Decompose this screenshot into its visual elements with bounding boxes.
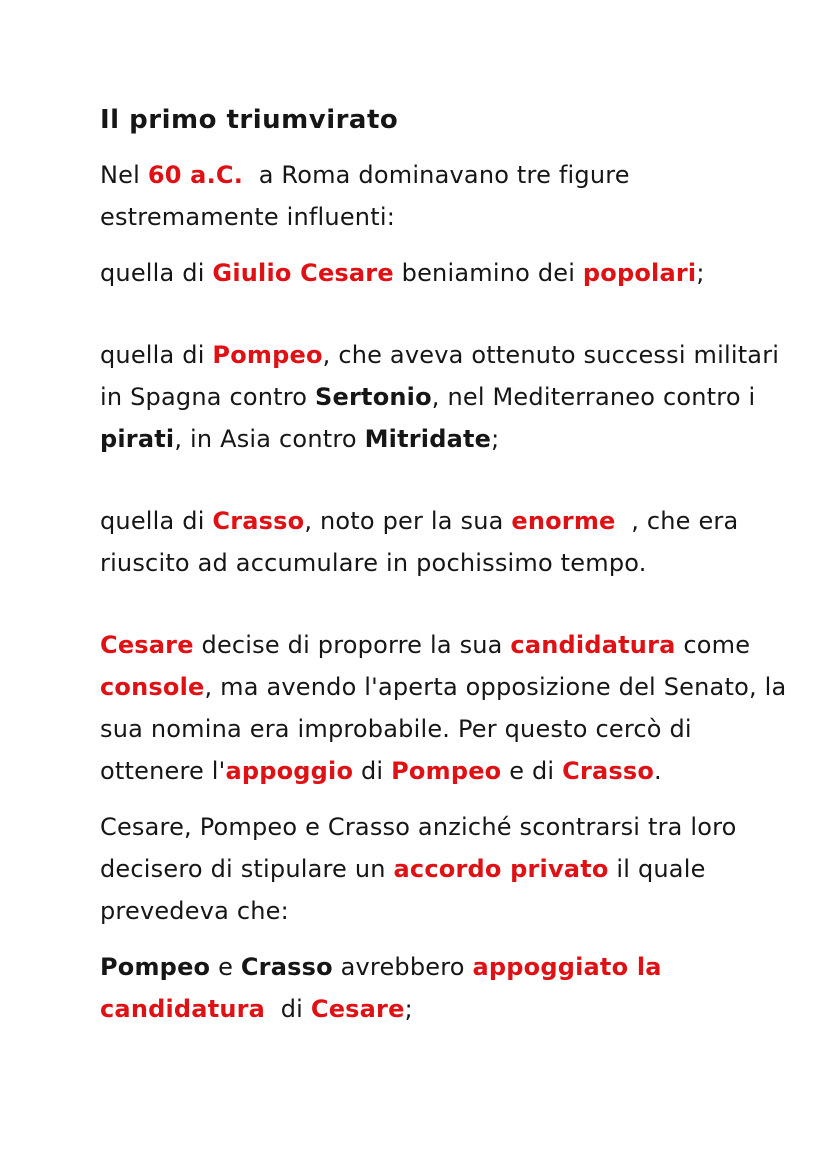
text-run: come <box>675 631 751 659</box>
red-highlight-text: Giulio Cesare <box>212 259 394 287</box>
text-run: quella di <box>100 259 213 287</box>
text-run: il quale <box>608 855 706 883</box>
paragraph <box>100 946 768 1030</box>
bold-text: Pompeo <box>100 953 211 981</box>
red-highlight-text: Crasso <box>562 757 655 785</box>
text-run: ; <box>696 259 705 287</box>
text-run: , nel Mediterraneo contro i <box>431 383 756 411</box>
text-run: , noto per la sua <box>304 507 512 535</box>
text-run: ; <box>404 995 413 1023</box>
red-highlight-text: Cesare <box>100 631 194 659</box>
text-line <box>100 624 768 666</box>
red-highlight-text: candidatura <box>510 631 676 659</box>
text-line <box>100 988 768 1030</box>
text-run: , ma avendo l'aperta opposizione del Senato, la <box>204 673 787 701</box>
text-line <box>100 154 768 196</box>
text-run: . <box>654 757 662 785</box>
bold-text: Sertonio <box>315 383 432 411</box>
text-line <box>100 848 768 890</box>
text-run: e di <box>501 757 563 785</box>
text-line <box>100 334 780 376</box>
page-title: Il primo triumvirato <box>100 105 399 135</box>
text-run: decise di proporre la sua <box>193 631 511 659</box>
bold-text: pirati <box>100 425 175 453</box>
text-line <box>100 708 768 750</box>
red-highlight-text: Pompeo <box>212 341 323 369</box>
text-run: e <box>210 953 241 981</box>
red-highlight-text: popolari <box>582 259 697 287</box>
text-line <box>100 500 768 542</box>
text-run: a Roma dominavano tre figure <box>243 161 630 189</box>
text-line <box>100 418 768 460</box>
text-run: di <box>265 995 311 1023</box>
bold-text: Crasso <box>240 953 333 981</box>
bold-text: Mitridate <box>364 425 492 453</box>
red-highlight-text: Crasso <box>212 507 305 535</box>
paragraph <box>100 154 768 238</box>
text-line <box>100 890 768 932</box>
red-highlight-text: appoggio <box>225 757 354 785</box>
text-run: beniamino dei <box>393 259 583 287</box>
red-highlight-text: appoggiato la <box>472 953 662 981</box>
red-highlight-text: accordo privato <box>393 855 609 883</box>
text-line <box>100 542 768 584</box>
text-run: di <box>353 757 392 785</box>
text-line <box>100 666 787 708</box>
paragraph <box>100 624 787 792</box>
text-line <box>100 196 768 238</box>
paragraph <box>100 500 768 584</box>
text-run: in Spagna contro <box>100 383 316 411</box>
red-highlight-text: enorme <box>511 507 616 535</box>
text-run: ottenere l' <box>100 757 226 785</box>
paragraph <box>100 252 768 294</box>
paragraph <box>100 334 780 460</box>
text-run: quella di <box>100 341 213 369</box>
text-line <box>100 946 768 988</box>
red-highlight-text: Pompeo <box>391 757 502 785</box>
document-body <box>100 154 787 1030</box>
text-line <box>100 376 768 418</box>
text-run: riuscito ad accumulare in pochissimo tempo. <box>100 549 647 577</box>
text-run: Cesare, Pompeo e Crasso anziché scontrarsi tra loro <box>100 813 737 841</box>
red-highlight-text: Cesare <box>310 995 405 1023</box>
red-highlight-text: candidatura <box>100 995 266 1023</box>
text-run: prevedeva che: <box>100 897 289 925</box>
red-highlight-text: 60 a.C. <box>147 161 244 189</box>
text-line <box>100 750 768 792</box>
text-line <box>100 252 768 294</box>
text-run: , che era <box>615 507 739 535</box>
text-run: quella di <box>100 507 213 535</box>
text-run: sua nomina era improbabile. Per questo cercò di <box>100 715 692 743</box>
text-run: estremamente influenti: <box>100 203 395 231</box>
text-line <box>100 806 768 848</box>
text-run: Nel <box>100 161 148 189</box>
red-highlight-text: console <box>100 673 205 701</box>
text-run: decisero di stipulare un <box>100 855 394 883</box>
text-run: avrebbero <box>332 953 473 981</box>
paragraph <box>100 806 768 932</box>
text-run: , in Asia contro <box>174 425 365 453</box>
text-run: ; <box>491 425 500 453</box>
text-run: , che aveva ottenuto successi militari <box>322 341 780 369</box>
